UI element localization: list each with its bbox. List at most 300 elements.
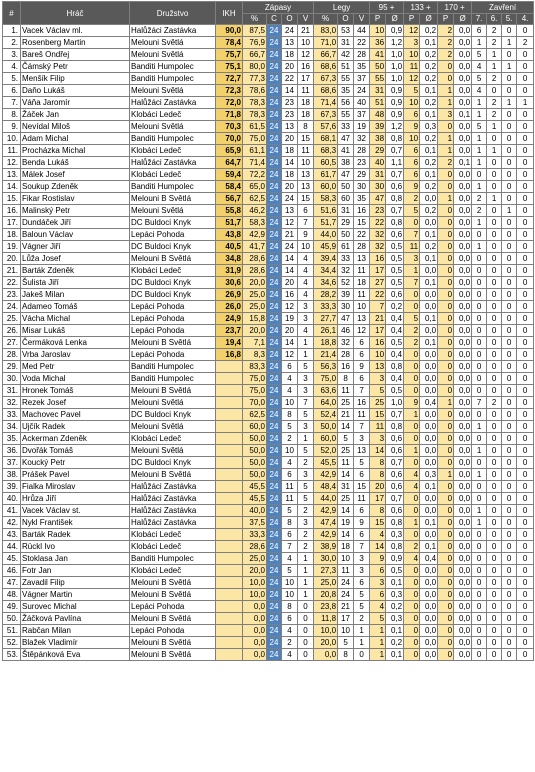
count-170: 0 bbox=[438, 373, 454, 385]
avg-170: 0,0 bbox=[454, 229, 472, 241]
count-133: 0 bbox=[404, 421, 420, 433]
legs-pct: 44,0 bbox=[314, 229, 338, 241]
player-name: Jakeš Milan bbox=[21, 289, 130, 301]
close-5: 1 bbox=[502, 61, 517, 73]
avg-95: 0,4 bbox=[386, 313, 404, 325]
matches-played: 11 bbox=[282, 493, 298, 505]
avg-95: 0,7 bbox=[386, 205, 404, 217]
avg-95: 0,5 bbox=[386, 241, 404, 253]
close-4: 2 bbox=[517, 37, 534, 49]
count-95: 11 bbox=[370, 421, 386, 433]
close-4: 0 bbox=[517, 469, 534, 481]
ikh-value bbox=[216, 421, 243, 433]
count-170: 0 bbox=[438, 613, 454, 625]
player-name: Málek Josef bbox=[21, 169, 130, 181]
count-95: 14 bbox=[370, 541, 386, 553]
avg-170: 0,0 bbox=[454, 277, 472, 289]
close-7: 0 bbox=[472, 301, 487, 313]
row-number: 23. bbox=[3, 289, 21, 301]
legs-pct: 20,8 bbox=[314, 589, 338, 601]
count-133: 6 bbox=[404, 145, 420, 157]
avg-133: 0,1 bbox=[420, 541, 438, 553]
count-133: 2 bbox=[404, 193, 420, 205]
team-name: Halůžáci Zastávka bbox=[130, 97, 216, 109]
row-number: 19. bbox=[3, 241, 21, 253]
subheader-cell: O bbox=[338, 14, 354, 25]
count-95: 39 bbox=[370, 121, 386, 133]
count-170: 0 bbox=[438, 637, 454, 649]
row-number: 29. bbox=[3, 361, 21, 373]
avg-133: 0,2 bbox=[420, 61, 438, 73]
legs-pct: 39,4 bbox=[314, 253, 338, 265]
match-count: 24 bbox=[267, 61, 282, 73]
close-5: 0 bbox=[502, 337, 517, 349]
matches-won: 1 bbox=[298, 349, 314, 361]
matches-won: 5 bbox=[298, 445, 314, 457]
count-95: 15 bbox=[370, 517, 386, 529]
matches-won: 5 bbox=[298, 481, 314, 493]
close-5: 0 bbox=[502, 361, 517, 373]
avg-133: 0,1 bbox=[420, 481, 438, 493]
header-95: 95 + bbox=[370, 2, 404, 14]
count-95: 17 bbox=[370, 325, 386, 337]
ikh-value bbox=[216, 529, 243, 541]
avg-133: 0,2 bbox=[420, 49, 438, 61]
count-170: 1 bbox=[438, 133, 454, 145]
close-5: 0 bbox=[502, 481, 517, 493]
avg-133: 0,0 bbox=[420, 217, 438, 229]
close-6: 0 bbox=[487, 493, 502, 505]
match-pct: 15,8 bbox=[243, 313, 267, 325]
avg-95: 0,8 bbox=[386, 217, 404, 229]
legs-played: 50 bbox=[338, 229, 354, 241]
ikh-value: 75,7 bbox=[216, 49, 243, 61]
close-4: 0 bbox=[517, 193, 534, 205]
count-170: 0 bbox=[438, 61, 454, 73]
avg-95: 1,2 bbox=[386, 121, 404, 133]
legs-won: 9 bbox=[354, 517, 370, 529]
close-7: 0 bbox=[472, 325, 487, 337]
row-number: 7. bbox=[3, 97, 21, 109]
team-name: Melouni B Světlá bbox=[130, 613, 216, 625]
close-6: 1 bbox=[487, 49, 502, 61]
matches-won: 15 bbox=[298, 133, 314, 145]
row-number: 34. bbox=[3, 421, 21, 433]
ikh-value bbox=[216, 601, 243, 613]
avg-133: 0,1 bbox=[420, 277, 438, 289]
avg-95: 0,9 bbox=[386, 553, 404, 565]
count-170: 0 bbox=[438, 73, 454, 85]
legs-played: 10 bbox=[338, 625, 354, 637]
close-5: 0 bbox=[502, 241, 517, 253]
count-95: 29 bbox=[370, 145, 386, 157]
table-row bbox=[3, 25, 534, 37]
close-6: 0 bbox=[487, 241, 502, 253]
count-133: 7 bbox=[404, 229, 420, 241]
close-7: 0 bbox=[472, 577, 487, 589]
legs-pct: 71,4 bbox=[314, 97, 338, 109]
avg-95: 0,4 bbox=[386, 325, 404, 337]
legs-played: 21 bbox=[338, 409, 354, 421]
match-pct: 45,5 bbox=[243, 493, 267, 505]
matches-won: 3 bbox=[298, 373, 314, 385]
close-4: 0 bbox=[517, 529, 534, 541]
header-zapasy: Zápasy bbox=[243, 2, 314, 14]
avg-170: 0,0 bbox=[454, 373, 472, 385]
player-name: Nevídal Miloš bbox=[21, 121, 130, 133]
player-name: Stoklasa Jan bbox=[21, 553, 130, 565]
matches-won: 1 bbox=[298, 565, 314, 577]
close-4: 0 bbox=[517, 457, 534, 469]
matches-won: 11 bbox=[298, 85, 314, 97]
count-133: 1 bbox=[404, 409, 420, 421]
match-count: 24 bbox=[267, 193, 282, 205]
count-170: 0 bbox=[438, 289, 454, 301]
avg-95: 0,9 bbox=[386, 97, 404, 109]
avg-95: 0,9 bbox=[386, 25, 404, 37]
avg-170: 0,0 bbox=[454, 337, 472, 349]
match-pct: 78,3 bbox=[243, 109, 267, 121]
matches-won: 0 bbox=[298, 649, 314, 661]
legs-played: 28 bbox=[338, 349, 354, 361]
legs-pct: 60,0 bbox=[314, 181, 338, 193]
close-7: 1 bbox=[472, 37, 487, 49]
close-6: 0 bbox=[487, 649, 502, 661]
close-6: 1 bbox=[487, 121, 502, 133]
avg-133: 0,2 bbox=[420, 133, 438, 145]
close-6: 0 bbox=[487, 385, 502, 397]
count-133: 9 bbox=[404, 397, 420, 409]
match-pct: 75,0 bbox=[243, 373, 267, 385]
avg-170: 0,0 bbox=[454, 601, 472, 613]
close-4: 0 bbox=[517, 385, 534, 397]
match-count: 24 bbox=[267, 601, 282, 613]
legs-won: 6 bbox=[354, 469, 370, 481]
matches-played: 13 bbox=[282, 37, 298, 49]
legs-won: 19 bbox=[354, 121, 370, 133]
count-95: 1 bbox=[370, 625, 386, 637]
close-7: 0 bbox=[472, 253, 487, 265]
matches-played: 4 bbox=[282, 373, 298, 385]
count-95: 8 bbox=[370, 505, 386, 517]
count-95: 16 bbox=[370, 253, 386, 265]
team-name: Melouni B Světlá bbox=[130, 469, 216, 481]
match-count: 24 bbox=[267, 157, 282, 169]
ikh-value: 55,8 bbox=[216, 205, 243, 217]
player-name: Baloun Václav bbox=[21, 229, 130, 241]
count-133: 5 bbox=[404, 313, 420, 325]
ikh-value bbox=[216, 493, 243, 505]
row-number: 17. bbox=[3, 217, 21, 229]
matches-played: 13 bbox=[282, 121, 298, 133]
count-133: 1 bbox=[404, 265, 420, 277]
close-7: 0 bbox=[472, 481, 487, 493]
subheader-cell: C bbox=[267, 14, 282, 25]
row-number: 45. bbox=[3, 553, 21, 565]
close-7: 0 bbox=[472, 433, 487, 445]
table-row bbox=[3, 73, 534, 85]
close-4: 0 bbox=[517, 229, 534, 241]
close-5: 0 bbox=[502, 349, 517, 361]
close-6: 2 bbox=[487, 397, 502, 409]
legs-played: 25 bbox=[338, 397, 354, 409]
close-7: 0 bbox=[472, 313, 487, 325]
legs-won: 35 bbox=[354, 193, 370, 205]
legs-won: 3 bbox=[354, 553, 370, 565]
matches-played: 8 bbox=[282, 601, 298, 613]
match-count: 24 bbox=[267, 253, 282, 265]
avg-95: 1,0 bbox=[386, 73, 404, 85]
row-number: 32. bbox=[3, 397, 21, 409]
count-133: 0 bbox=[404, 301, 420, 313]
count-133: 5 bbox=[404, 205, 420, 217]
legs-pct: 66,7 bbox=[314, 49, 338, 61]
player-name: Daňo Lukáš bbox=[21, 85, 130, 97]
table-row bbox=[3, 433, 534, 445]
close-7: 5 bbox=[472, 73, 487, 85]
legs-played: 47 bbox=[338, 169, 354, 181]
match-pct: 25,0 bbox=[243, 301, 267, 313]
close-7: 0 bbox=[472, 553, 487, 565]
matches-played: 4 bbox=[282, 457, 298, 469]
matches-won: 21 bbox=[298, 25, 314, 37]
avg-133: 0,2 bbox=[420, 157, 438, 169]
count-133: 0 bbox=[404, 637, 420, 649]
close-7: 2 bbox=[472, 205, 487, 217]
table-row bbox=[3, 337, 534, 349]
matches-played: 18 bbox=[282, 49, 298, 61]
legs-played: 55 bbox=[338, 109, 354, 121]
close-4: 0 bbox=[517, 301, 534, 313]
avg-95: 0,7 bbox=[386, 169, 404, 181]
close-4: 0 bbox=[517, 445, 534, 457]
count-170: 0 bbox=[438, 505, 454, 517]
row-number: 43. bbox=[3, 529, 21, 541]
row-number: 16. bbox=[3, 205, 21, 217]
ikh-value: 70,3 bbox=[216, 121, 243, 133]
matches-won: 4 bbox=[298, 325, 314, 337]
player-name: Malinský Petr bbox=[21, 205, 130, 217]
team-name: Banditi Humpolec bbox=[130, 61, 216, 73]
avg-95: 0,1 bbox=[386, 625, 404, 637]
legs-pct: 38,9 bbox=[314, 541, 338, 553]
avg-170: 0,0 bbox=[454, 169, 472, 181]
row-number: 38. bbox=[3, 469, 21, 481]
table-row bbox=[3, 457, 534, 469]
close-5: 0 bbox=[502, 217, 517, 229]
player-name: Vácha Michal bbox=[21, 313, 130, 325]
ikh-value: 23,7 bbox=[216, 325, 243, 337]
count-170: 0 bbox=[438, 277, 454, 289]
header-number: # bbox=[3, 2, 21, 25]
row-number: 5. bbox=[3, 73, 21, 85]
matches-won: 5 bbox=[298, 493, 314, 505]
close-5: 0 bbox=[502, 181, 517, 193]
close-7: 0 bbox=[472, 277, 487, 289]
match-pct: 50,0 bbox=[243, 445, 267, 457]
matches-won: 2 bbox=[298, 529, 314, 541]
table-row bbox=[3, 217, 534, 229]
avg-95: 0,8 bbox=[386, 541, 404, 553]
legs-won: 6 bbox=[354, 529, 370, 541]
legs-pct: 47,4 bbox=[314, 517, 338, 529]
table-row bbox=[3, 565, 534, 577]
row-number: 26. bbox=[3, 325, 21, 337]
avg-133: 0,4 bbox=[420, 397, 438, 409]
match-pct: 77,3 bbox=[243, 73, 267, 85]
avg-133: 0,0 bbox=[420, 409, 438, 421]
avg-95: 0,2 bbox=[386, 601, 404, 613]
player-name: Vacek Václav st. bbox=[21, 505, 130, 517]
legs-played: 46 bbox=[338, 325, 354, 337]
legs-won: 13 bbox=[354, 253, 370, 265]
close-5: 0 bbox=[502, 541, 517, 553]
subheader-cell: 5. bbox=[502, 14, 517, 25]
legs-pct: 68,6 bbox=[314, 85, 338, 97]
avg-95: 0,6 bbox=[386, 181, 404, 193]
avg-170: 0,0 bbox=[454, 25, 472, 37]
row-number: 35. bbox=[3, 433, 21, 445]
row-number: 44. bbox=[3, 541, 21, 553]
close-6: 0 bbox=[487, 505, 502, 517]
close-4: 0 bbox=[517, 169, 534, 181]
legs-pct: 58,3 bbox=[314, 193, 338, 205]
close-6: 0 bbox=[487, 613, 502, 625]
count-170: 0 bbox=[438, 601, 454, 613]
close-6: 0 bbox=[487, 373, 502, 385]
close-7: 4 bbox=[472, 61, 487, 73]
legs-played: 47 bbox=[338, 313, 354, 325]
row-number: 1. bbox=[3, 25, 21, 37]
avg-95: 0,6 bbox=[386, 433, 404, 445]
table-row bbox=[3, 169, 534, 181]
close-6: 0 bbox=[487, 205, 502, 217]
legs-pct: 57,6 bbox=[314, 121, 338, 133]
legs-pct: 68,1 bbox=[314, 133, 338, 145]
avg-133: 0,1 bbox=[420, 313, 438, 325]
avg-133: 0,0 bbox=[420, 325, 438, 337]
matches-won: 10 bbox=[298, 157, 314, 169]
row-number: 42. bbox=[3, 517, 21, 529]
row-number: 18. bbox=[3, 229, 21, 241]
matches-won: 16 bbox=[298, 61, 314, 73]
legs-played: 14 bbox=[338, 505, 354, 517]
table-row bbox=[3, 49, 534, 61]
count-95: 1 bbox=[370, 649, 386, 661]
count-170: 0 bbox=[438, 541, 454, 553]
team-name: DC Buldoci Knyk bbox=[130, 277, 216, 289]
legs-won: 15 bbox=[354, 217, 370, 229]
close-7: 0 bbox=[472, 625, 487, 637]
close-5: 0 bbox=[502, 529, 517, 541]
avg-133: 0,0 bbox=[420, 613, 438, 625]
subheader-cell: P bbox=[404, 14, 420, 25]
count-133: 9 bbox=[404, 121, 420, 133]
subheader-cell: V bbox=[298, 14, 314, 25]
count-95: 8 bbox=[370, 469, 386, 481]
legs-pct: 45,9 bbox=[314, 241, 338, 253]
match-count: 24 bbox=[267, 565, 282, 577]
avg-95: 0,9 bbox=[386, 85, 404, 97]
player-name: Fotr Jan bbox=[21, 565, 130, 577]
close-6: 0 bbox=[487, 85, 502, 97]
row-number: 36. bbox=[3, 445, 21, 457]
legs-pct: 48,4 bbox=[314, 481, 338, 493]
team-name: Klobáci Ledeč bbox=[130, 529, 216, 541]
legs-played: 55 bbox=[338, 73, 354, 85]
table-row bbox=[3, 421, 534, 433]
count-170: 0 bbox=[438, 457, 454, 469]
match-count: 24 bbox=[267, 277, 282, 289]
row-number: 50. bbox=[3, 613, 21, 625]
matches-played: 19 bbox=[282, 313, 298, 325]
subheader-cell: P bbox=[438, 14, 454, 25]
match-count: 24 bbox=[267, 205, 282, 217]
avg-170: 0,0 bbox=[454, 589, 472, 601]
avg-170: 0,0 bbox=[454, 181, 472, 193]
player-name: Bareš Ondřej bbox=[21, 49, 130, 61]
avg-95: 0,3 bbox=[386, 589, 404, 601]
match-count: 24 bbox=[267, 313, 282, 325]
table-row bbox=[3, 109, 534, 121]
header-ikh: IKH bbox=[216, 2, 243, 25]
header-legy: Legy bbox=[314, 2, 370, 14]
legs-played: 11 bbox=[338, 457, 354, 469]
matches-played: 11 bbox=[282, 481, 298, 493]
count-170: 0 bbox=[438, 181, 454, 193]
match-count: 24 bbox=[267, 505, 282, 517]
count-133: 11 bbox=[404, 241, 420, 253]
count-95: 16 bbox=[370, 337, 386, 349]
avg-133: 0,2 bbox=[420, 25, 438, 37]
close-4: 0 bbox=[517, 121, 534, 133]
close-5: 0 bbox=[502, 277, 517, 289]
player-name: Vrba Jaroslav bbox=[21, 349, 130, 361]
legs-pct: 27,3 bbox=[314, 565, 338, 577]
ikh-value bbox=[216, 649, 243, 661]
matches-won: 5 bbox=[298, 361, 314, 373]
close-6: 0 bbox=[487, 529, 502, 541]
team-name: Halůžáci Zastávka bbox=[130, 481, 216, 493]
table-row bbox=[3, 205, 534, 217]
close-5: 0 bbox=[502, 385, 517, 397]
legs-played: 32 bbox=[338, 337, 354, 349]
legs-played: 52 bbox=[338, 277, 354, 289]
close-6: 0 bbox=[487, 133, 502, 145]
close-7: 0 bbox=[472, 601, 487, 613]
match-pct: 50,0 bbox=[243, 433, 267, 445]
matches-won: 4 bbox=[298, 265, 314, 277]
table-row bbox=[3, 277, 534, 289]
team-name: Melouni B Světlá bbox=[130, 637, 216, 649]
subheader-cell: Ø bbox=[420, 14, 438, 25]
avg-133: 0,2 bbox=[420, 73, 438, 85]
count-133: 10 bbox=[404, 49, 420, 61]
ikh-value: 56,7 bbox=[216, 193, 243, 205]
player-name: Vágner Jiří bbox=[21, 241, 130, 253]
count-170: 0 bbox=[438, 385, 454, 397]
matches-won: 9 bbox=[298, 229, 314, 241]
player-name: Nykl František bbox=[21, 517, 130, 529]
avg-95: 0,8 bbox=[386, 361, 404, 373]
ikh-value: 64,7 bbox=[216, 157, 243, 169]
legs-won: 2 bbox=[354, 613, 370, 625]
legs-pct: 60,0 bbox=[314, 433, 338, 445]
avg-170: 0,0 bbox=[454, 289, 472, 301]
avg-133: 0,1 bbox=[420, 337, 438, 349]
matches-won: 6 bbox=[298, 205, 314, 217]
team-name: DC Buldoci Knyk bbox=[130, 217, 216, 229]
